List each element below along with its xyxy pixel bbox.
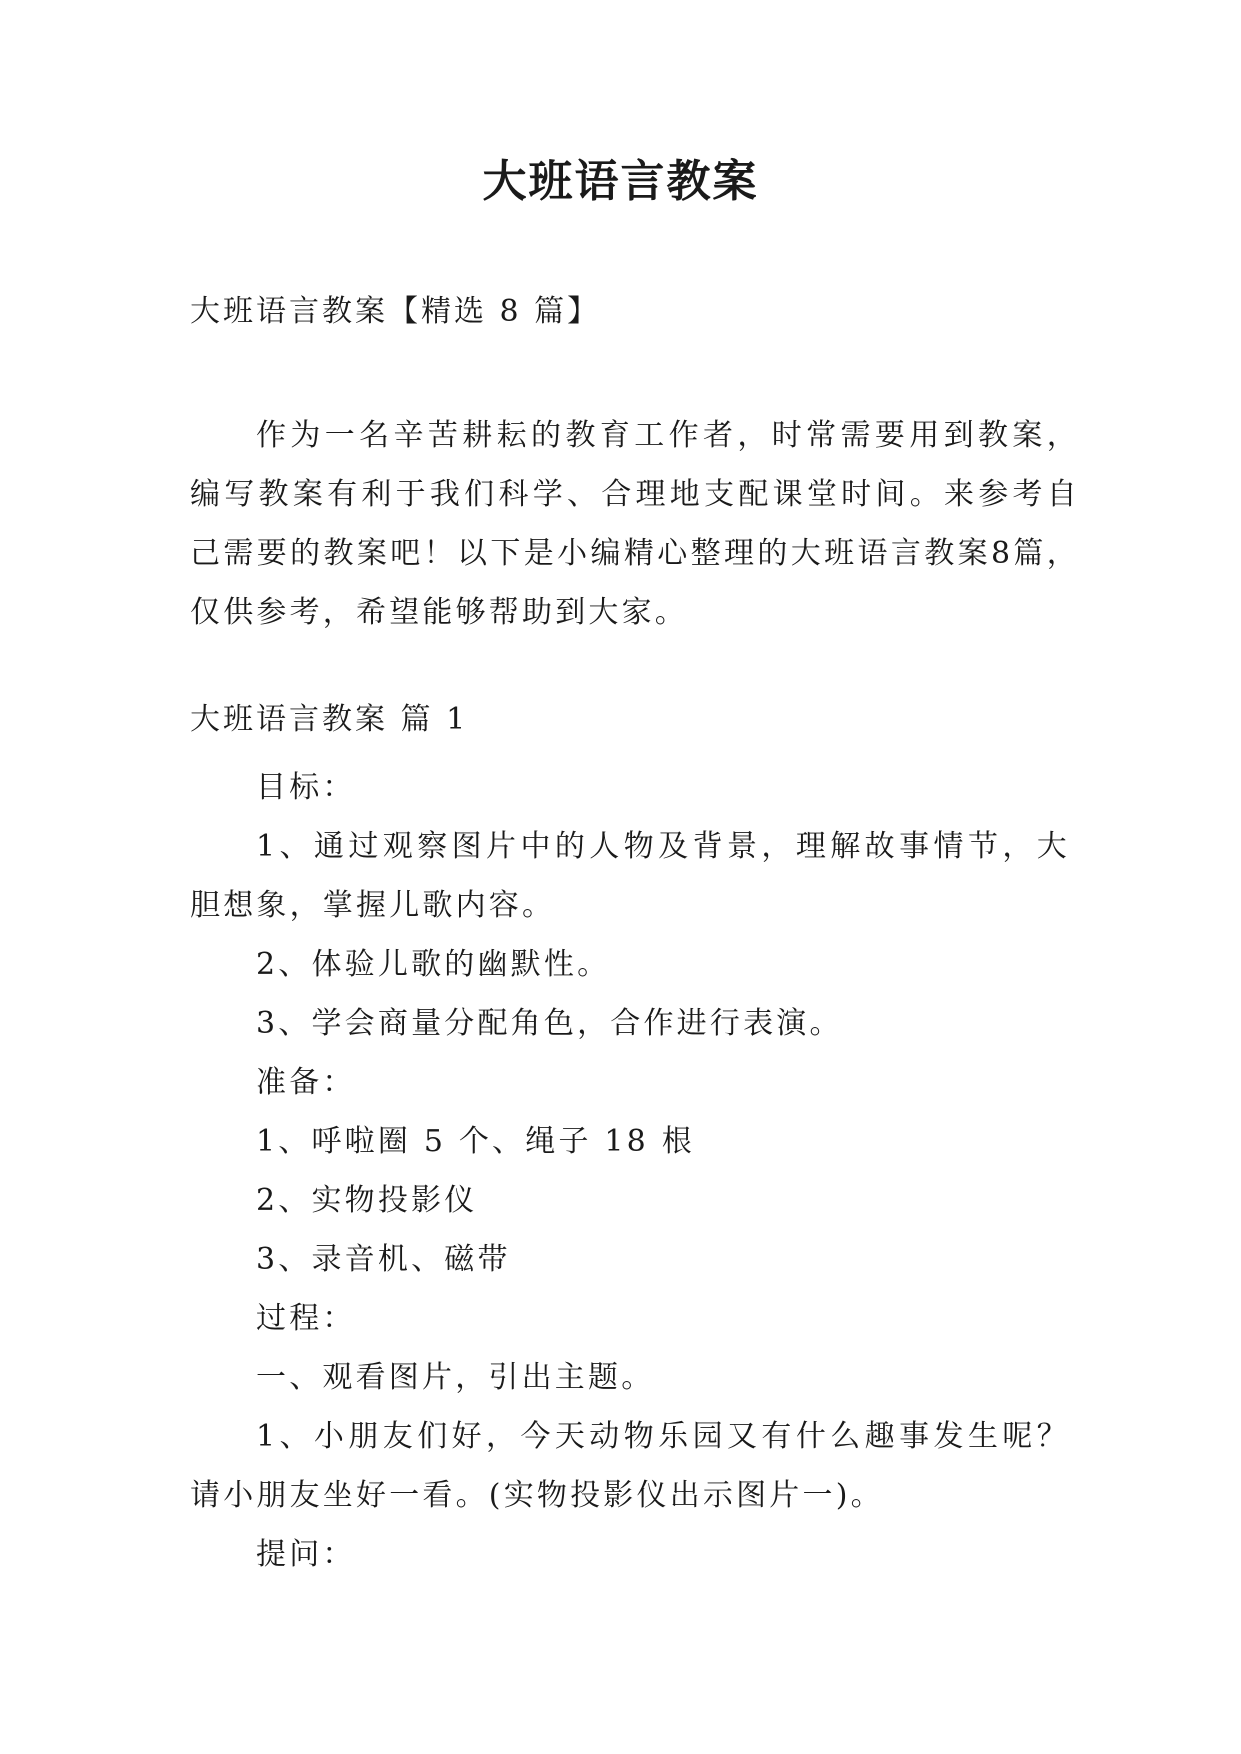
paragraph: 准备：: [256, 1065, 356, 1100]
document-title: 大班语言教案: [482, 156, 759, 207]
paragraph: 一、观看图片，引出主题。: [256, 1360, 655, 1395]
paragraph: 1、呼啦圈 5 个、绳子 18 根: [256, 1124, 695, 1159]
paragraph: 提问：: [256, 1537, 356, 1572]
paragraph: 3、学会商量分配角色，合作进行表演。: [256, 1006, 843, 1041]
paragraph: 3、录音机、磁带: [256, 1242, 511, 1277]
paragraph: 2、实物投影仪: [256, 1183, 478, 1218]
paragraph: 2、体验儿歌的幽默性。: [256, 947, 611, 982]
paragraph: 目标：: [256, 770, 356, 805]
intro-paragraph: 作为一名辛苦耕耘的教育工作者，时常需要用到教案，编写教案有利于我们科学、合理地支配课堂时间。来参考自己需要的教案吧！以下是小编精心整理的大班语言教案8篇，仅供参考，希望能够帮助到大家。: [190, 418, 1080, 630]
section-heading: 大班语言教案 篇 1: [190, 702, 469, 737]
paragraph: 1、小朋友们好，今天动物乐园又有什么趣事发生呢？请小朋友坐好一看。(实物投影仪出示图片一)。: [190, 1419, 1070, 1513]
lesson-body: [190, 758, 1070, 1584]
document-subtitle: 大班语言教案【精选 8 篇】: [190, 294, 601, 329]
paragraph: 1、通过观察图片中的人物及背景，理解故事情节，大胆想象，掌握儿歌内容。: [190, 829, 1070, 923]
paragraph: 过程：: [256, 1301, 356, 1336]
